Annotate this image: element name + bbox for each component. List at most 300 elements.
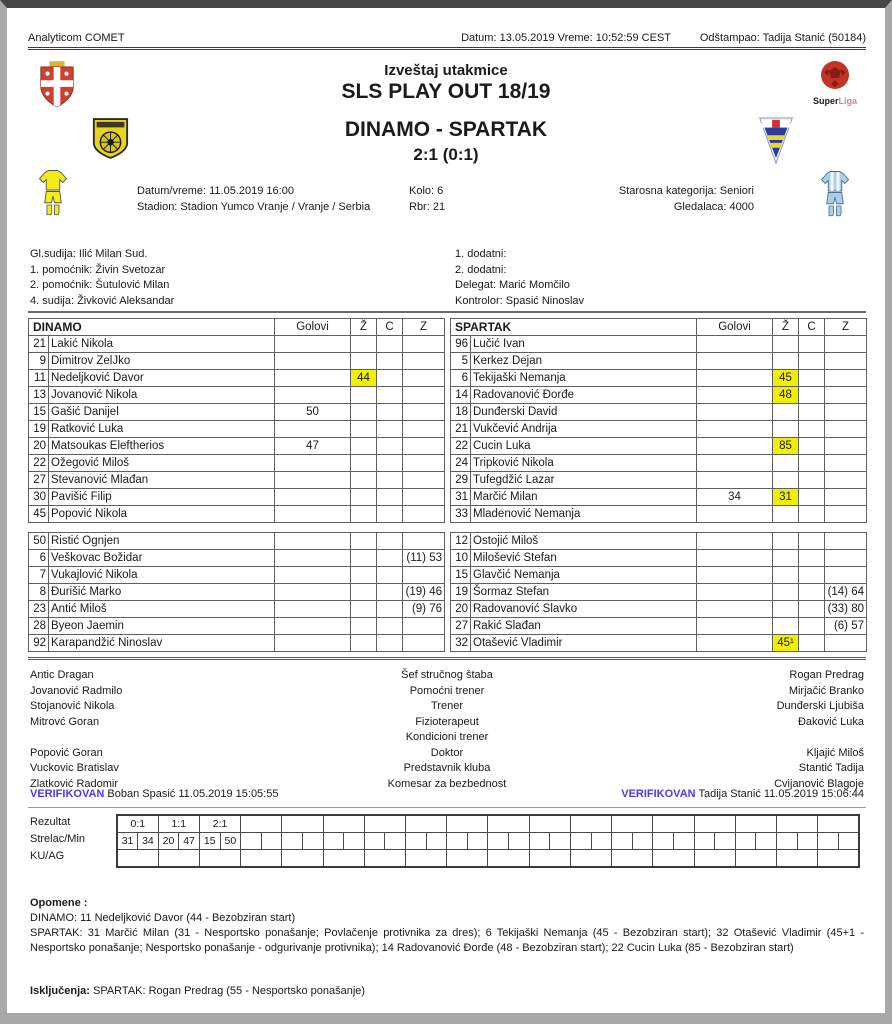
player-number: 21 xyxy=(451,421,471,438)
player-number: 45 xyxy=(29,506,49,523)
officials-right xyxy=(455,247,584,309)
warnings-home: DINAMO: 11 Nedeljković Davor (44 - Bezobziran start) xyxy=(30,912,296,924)
away-team-name: SPARTAK xyxy=(451,319,697,336)
player-number: 8 xyxy=(29,584,49,601)
player-substitution xyxy=(403,438,445,455)
ku-ag-cell xyxy=(406,850,447,868)
player-name: Antić Miloš xyxy=(49,601,275,618)
delegate: Delegat: Marić Momčilo xyxy=(455,279,570,291)
player-yellow-card xyxy=(351,533,377,550)
scorer-min-cell xyxy=(488,833,509,850)
scorer-min-cell xyxy=(673,833,694,850)
player-substitution xyxy=(403,618,445,635)
player-substitution xyxy=(825,370,867,387)
match-info-right xyxy=(619,183,754,215)
staff-name-away: Dunđerski Ljubiša xyxy=(776,700,864,712)
result-cell xyxy=(777,815,818,833)
player-goals xyxy=(275,421,351,438)
player-row xyxy=(451,550,867,567)
player-goals xyxy=(697,506,773,523)
player-name: Glavčić Nemanja xyxy=(471,567,697,584)
scorer-min-cell xyxy=(385,833,406,850)
player-red-card xyxy=(377,455,403,472)
scorer-min-cell: 31 xyxy=(117,833,138,850)
col-goals: Golovi xyxy=(697,319,773,336)
player-yellow-card xyxy=(351,635,377,652)
scorer-min-cell xyxy=(735,833,756,850)
player-number: 15 xyxy=(451,567,471,584)
staff-role: Doktor xyxy=(430,746,464,759)
player-red-card xyxy=(799,472,825,489)
player-goals xyxy=(275,387,351,404)
col-sub: Z xyxy=(825,319,867,336)
table-header xyxy=(451,319,867,336)
label-ku-ag: KU/AG xyxy=(30,850,65,862)
player-yellow-card xyxy=(773,421,799,438)
assistant-1: 1. pomoćnik: Živin Svetozar xyxy=(30,263,166,276)
additional-1: 1. dodatni: xyxy=(455,248,507,260)
staff-name-away: Mirjačić Branko xyxy=(788,684,864,697)
player-yellow-card xyxy=(773,533,799,550)
player-goals xyxy=(275,618,351,635)
player-substitution xyxy=(825,438,867,455)
staff-name-away: Rogan Predrag xyxy=(789,669,864,681)
result-cell xyxy=(735,815,776,833)
player-number: 9 xyxy=(29,353,49,370)
player-number: 19 xyxy=(451,584,471,601)
player-red-card xyxy=(799,404,825,421)
scorer-min-cell: 34 xyxy=(138,833,159,850)
player-row xyxy=(451,353,867,370)
player-name: Vukčević Andrija xyxy=(471,421,697,438)
assistant-2: 2. pomoćnik: Šutulović Milan xyxy=(30,279,170,291)
player-row xyxy=(451,370,867,387)
player-name: Dimitrov ZelJko xyxy=(49,353,275,370)
player-substitution: (11) 53 xyxy=(403,550,445,567)
report-title: Izveštaj utakmice xyxy=(384,62,508,79)
player-yellow-card xyxy=(351,353,377,370)
spartak-crest-icon xyxy=(758,117,794,165)
player-substitution: (19) 46 xyxy=(403,584,445,601)
player-yellow-card xyxy=(351,387,377,404)
divider xyxy=(28,807,866,808)
result-cell xyxy=(282,815,323,833)
player-number: 13 xyxy=(29,387,49,404)
match-round: Kolo: 6 xyxy=(409,185,444,197)
ku-ag-cell xyxy=(694,850,735,868)
player-number: 27 xyxy=(29,472,49,489)
player-goals xyxy=(275,353,351,370)
player-name: Radovanović Đorđe xyxy=(471,387,697,404)
scorer-min-cell xyxy=(818,833,839,850)
player-number: 29 xyxy=(451,472,471,489)
player-yellow-card xyxy=(351,567,377,584)
player-yellow-card xyxy=(773,353,799,370)
ku-ag-cell xyxy=(117,850,158,868)
ku-ag-row xyxy=(117,850,859,868)
player-row xyxy=(29,601,445,618)
staff-name-home xyxy=(30,730,255,746)
player-row xyxy=(451,584,867,601)
staff-role: Fizioterapeut xyxy=(415,715,479,728)
dinamo-crest-icon xyxy=(92,117,129,160)
player-yellow-card: 45 xyxy=(773,370,799,387)
player-number: 20 xyxy=(451,601,471,618)
result-grid-labels xyxy=(30,814,116,868)
player-goals xyxy=(697,533,773,550)
player-yellow-card xyxy=(773,472,799,489)
ku-ag-cell xyxy=(529,850,570,868)
player-name: Jovanović Nikola xyxy=(49,387,275,404)
player-substitution xyxy=(825,533,867,550)
result-cell: 0:1 xyxy=(117,815,158,833)
label-scorer-min: Strelac/Min xyxy=(30,833,86,845)
match-number: Rbr: 21 xyxy=(409,201,446,213)
player-red-card xyxy=(799,370,825,387)
player-row xyxy=(451,533,867,550)
verification-row xyxy=(30,788,864,800)
scorer-min-cell xyxy=(653,833,674,850)
staff-name-home: Zlatković Radomir xyxy=(30,777,119,790)
label-result: Rezultat xyxy=(30,816,71,828)
home-team-column xyxy=(28,318,444,652)
player-red-card xyxy=(799,533,825,550)
player-row xyxy=(29,489,445,506)
player-number: 32 xyxy=(451,635,471,652)
player-substitution xyxy=(825,550,867,567)
player-number: 6 xyxy=(451,370,471,387)
ku-ag-cell xyxy=(158,850,199,868)
staff-section xyxy=(30,668,864,792)
player-substitution xyxy=(825,567,867,584)
scorer-min-cell xyxy=(509,833,530,850)
player-goals: 50 xyxy=(275,404,351,421)
player-red-card xyxy=(799,550,825,567)
player-red-card xyxy=(799,601,825,618)
fourth-official: 4. sudija: Živković Aleksandar xyxy=(30,294,175,307)
player-substitution xyxy=(403,455,445,472)
player-red-card xyxy=(799,618,825,635)
away-subs-table xyxy=(450,532,867,652)
report-body xyxy=(7,8,885,1013)
player-red-card xyxy=(377,438,403,455)
scorer-min-cell: 15 xyxy=(199,833,220,850)
lineups-section xyxy=(28,318,866,652)
scorer-min-cell xyxy=(426,833,447,850)
app-name: Analyticom COMET xyxy=(28,32,125,44)
player-yellow-card xyxy=(351,404,377,421)
player-name: Nedeljković Davor xyxy=(49,370,275,387)
player-row xyxy=(29,353,445,370)
player-row xyxy=(451,489,867,506)
ku-ag-cell xyxy=(199,850,240,868)
player-yellow-card: 45¹ xyxy=(773,635,799,652)
scorer-min-cell xyxy=(344,833,365,850)
player-row xyxy=(451,472,867,489)
scorer-min-cell xyxy=(777,833,798,850)
result-grid-section xyxy=(30,814,860,868)
result-row xyxy=(117,815,859,833)
player-yellow-card xyxy=(351,584,377,601)
player-row xyxy=(451,506,867,523)
player-yellow-card xyxy=(351,472,377,489)
referee: Gl.sudija: Ilić Milan Sud. xyxy=(30,248,148,260)
player-substitution xyxy=(403,489,445,506)
player-row xyxy=(29,635,445,652)
player-substitution xyxy=(403,353,445,370)
player-yellow-card xyxy=(773,618,799,635)
player-row xyxy=(29,584,445,601)
col-goals: Golovi xyxy=(275,319,351,336)
print-datetime: Datum: 13.05.2019 Vreme: 10:52:59 CEST xyxy=(461,32,671,44)
controller: Kontrolor: Spasić Ninoslav xyxy=(455,294,585,307)
result-cell xyxy=(364,815,405,833)
player-row xyxy=(29,370,445,387)
col-red: C xyxy=(377,319,403,336)
result-cell xyxy=(241,815,282,833)
player-goals xyxy=(697,584,773,601)
result-cell: 1:1 xyxy=(158,815,199,833)
player-row xyxy=(451,404,867,421)
divider xyxy=(28,657,866,660)
player-number: 23 xyxy=(29,601,49,618)
player-goals xyxy=(697,353,773,370)
player-name: Tekijaški Nemanja xyxy=(471,370,697,387)
player-number: 6 xyxy=(29,550,49,567)
officials-left xyxy=(30,247,174,309)
staff-name-home: Mitrovć Goran xyxy=(30,715,100,728)
player-substitution xyxy=(825,404,867,421)
player-red-card xyxy=(377,472,403,489)
player-goals xyxy=(275,601,351,618)
ku-ag-cell xyxy=(241,850,282,868)
player-row xyxy=(29,567,445,584)
player-substitution xyxy=(403,533,445,550)
player-name: Karapandžić Ninoslav xyxy=(49,635,275,652)
player-red-card xyxy=(799,353,825,370)
col-sub: Z xyxy=(403,319,445,336)
player-name: Kerkez Dejan xyxy=(471,353,697,370)
player-name: Popović Nikola xyxy=(49,506,275,523)
staff-name-home: Popović Goran xyxy=(30,746,103,759)
player-red-card xyxy=(377,584,403,601)
staff-name-home: Stojanović Nikola xyxy=(30,700,115,712)
player-number: 28 xyxy=(29,618,49,635)
player-row xyxy=(29,336,445,353)
scorer-min-cell xyxy=(715,833,736,850)
staff-role: Kondicioni trener xyxy=(405,731,489,743)
player-number: 5 xyxy=(451,353,471,370)
player-row xyxy=(451,438,867,455)
match-score: 2:1 (0:1) xyxy=(413,145,479,164)
away-kit-icon xyxy=(820,169,850,224)
player-yellow-card xyxy=(773,601,799,618)
staff-name-home: Antic Dragan xyxy=(30,669,94,681)
player-row xyxy=(451,336,867,353)
player-name: Lakić Nikola xyxy=(49,336,275,353)
player-substitution xyxy=(403,635,445,652)
player-red-card xyxy=(799,421,825,438)
result-cell xyxy=(447,815,488,833)
player-row xyxy=(29,618,445,635)
match-category: Starosna kategorija: Seniori xyxy=(618,185,754,197)
verification-home xyxy=(30,788,278,800)
player-substitution: (6) 57 xyxy=(825,618,867,635)
player-red-card xyxy=(377,635,403,652)
printed-by: Odštampao: Tadija Stanić (50184) xyxy=(699,32,866,44)
player-number: 12 xyxy=(451,533,471,550)
scorer-min-cell xyxy=(406,833,427,850)
player-goals xyxy=(697,550,773,567)
player-red-card xyxy=(799,387,825,404)
player-goals xyxy=(275,635,351,652)
ku-ag-cell xyxy=(364,850,405,868)
player-yellow-card xyxy=(351,489,377,506)
player-red-card xyxy=(377,618,403,635)
match-info-mid xyxy=(409,183,445,215)
player-red-card xyxy=(799,438,825,455)
verified-badge: VERIFIKOVAN xyxy=(30,788,105,800)
player-number: 24 xyxy=(451,455,471,472)
player-red-card xyxy=(377,336,403,353)
player-goals xyxy=(697,370,773,387)
player-red-card xyxy=(377,550,403,567)
away-team-column xyxy=(450,318,866,652)
player-name: Otašević Vladimir xyxy=(471,635,697,652)
player-substitution xyxy=(825,455,867,472)
staff-role: Pomoćni trener xyxy=(409,684,485,697)
player-number: 18 xyxy=(451,404,471,421)
staff-role: Predstavnik kluba xyxy=(403,762,491,774)
player-name: Ožegović Miloš xyxy=(49,455,275,472)
player-red-card xyxy=(377,370,403,387)
scorer-min-row xyxy=(117,833,859,850)
player-goals xyxy=(275,336,351,353)
player-yellow-card: 85 xyxy=(773,438,799,455)
result-cell xyxy=(406,815,447,833)
player-substitution xyxy=(825,353,867,370)
ku-ag-cell xyxy=(323,850,364,868)
player-goals xyxy=(697,404,773,421)
home-starters-table xyxy=(28,318,445,523)
player-red-card xyxy=(799,489,825,506)
player-substitution xyxy=(825,472,867,489)
player-name: Cucin Luka xyxy=(471,438,697,455)
player-substitution xyxy=(403,472,445,489)
away-starters-table xyxy=(450,318,867,523)
player-number: 11 xyxy=(29,370,49,387)
staff-role: Trener xyxy=(431,700,463,712)
document-header xyxy=(28,32,866,50)
col-red: C xyxy=(799,319,825,336)
player-number: 96 xyxy=(451,336,471,353)
player-substitution: (9) 76 xyxy=(403,601,445,618)
player-name: Đurišić Marko xyxy=(49,584,275,601)
player-name: Matsoukas Eleftherios xyxy=(49,438,275,455)
player-number: 22 xyxy=(451,438,471,455)
verification-away xyxy=(621,788,864,800)
dismissals-label: Isključenja: xyxy=(30,985,90,997)
player-name: Gašić Danijel xyxy=(49,404,275,421)
player-substitution xyxy=(825,635,867,652)
player-number: 21 xyxy=(29,336,49,353)
player-red-card xyxy=(377,404,403,421)
verified-by-home: Boban Spasić 11.05.2019 15:05:55 xyxy=(107,788,279,800)
player-goals xyxy=(275,455,351,472)
player-substitution xyxy=(403,506,445,523)
superliga-wordmark: SuperLiga xyxy=(812,96,858,106)
col-yellow: Ž xyxy=(773,319,799,336)
ku-ag-cell xyxy=(570,850,611,868)
player-substitution xyxy=(825,489,867,506)
player-goals xyxy=(275,506,351,523)
player-substitution xyxy=(403,567,445,584)
player-name: Rakić Slađan xyxy=(471,618,697,635)
scorer-min-cell xyxy=(797,833,818,850)
scorer-min-cell xyxy=(632,833,653,850)
player-name: Stevanović Mlađan xyxy=(49,472,275,489)
staff-name-away xyxy=(639,730,864,746)
col-yellow: Ž xyxy=(351,319,377,336)
player-name: Šormaz Stefan xyxy=(471,584,697,601)
scorer-min-cell xyxy=(591,833,612,850)
player-red-card xyxy=(377,567,403,584)
warnings-away: SPARTAK: 31 Marčić Milan (31 - Nesportsko ponašanje; Povlačenje protivnika za dres); 6 Tekijaški Nemanja (45 - Bezobziran start); 32 Otašević Vladimir (45+1 - Nesportsko ponašanje; Nesportsko ponašanje - odgurivanje protivnika); 14 Radovanović Đorđe (48 - Bezobziran start); 22 Cucin Luka (85 - Bezobziran start) xyxy=(30,927,864,954)
player-row xyxy=(451,618,867,635)
scorer-min-cell xyxy=(529,833,550,850)
scorer-min-cell xyxy=(838,833,859,850)
title-block xyxy=(7,62,885,165)
scorer-min-cell xyxy=(323,833,344,850)
match-attendance: Gledalaca: 4000 xyxy=(673,201,754,213)
result-cell xyxy=(694,815,735,833)
scorer-min-cell: 47 xyxy=(179,833,200,850)
player-number: 27 xyxy=(451,618,471,635)
player-number: 92 xyxy=(29,635,49,652)
ku-ag-cell xyxy=(282,850,323,868)
player-row xyxy=(451,387,867,404)
match-datetime: Datum/vreme: 11.05.2019 16:00 xyxy=(137,185,294,197)
player-name: Radovanović Slavko xyxy=(471,601,697,618)
competition-title: SLS PLAY OUT 18/19 xyxy=(341,80,551,103)
player-substitution xyxy=(825,336,867,353)
player-substitution xyxy=(825,421,867,438)
scorer-min-cell xyxy=(612,833,633,850)
player-number: 50 xyxy=(29,533,49,550)
result-cell xyxy=(529,815,570,833)
player-row xyxy=(451,635,867,652)
player-number: 10 xyxy=(451,550,471,567)
player-name: Tufegdžić Lazar xyxy=(471,472,697,489)
player-substitution xyxy=(403,387,445,404)
player-red-card xyxy=(799,506,825,523)
staff-role: Šef stručnog štaba xyxy=(401,669,493,681)
player-row xyxy=(29,472,445,489)
player-goals xyxy=(275,489,351,506)
player-number: 20 xyxy=(29,438,49,455)
player-name: Byeon Jaemin xyxy=(49,618,275,635)
player-substitution xyxy=(403,370,445,387)
player-goals xyxy=(275,472,351,489)
player-yellow-card xyxy=(351,601,377,618)
player-red-card xyxy=(377,353,403,370)
ku-ag-cell xyxy=(447,850,488,868)
player-yellow-card: 48 xyxy=(773,387,799,404)
player-yellow-card xyxy=(773,336,799,353)
player-name: Marčić Milan xyxy=(471,489,697,506)
player-name: Ristić Ognjen xyxy=(49,533,275,550)
player-red-card xyxy=(377,506,403,523)
